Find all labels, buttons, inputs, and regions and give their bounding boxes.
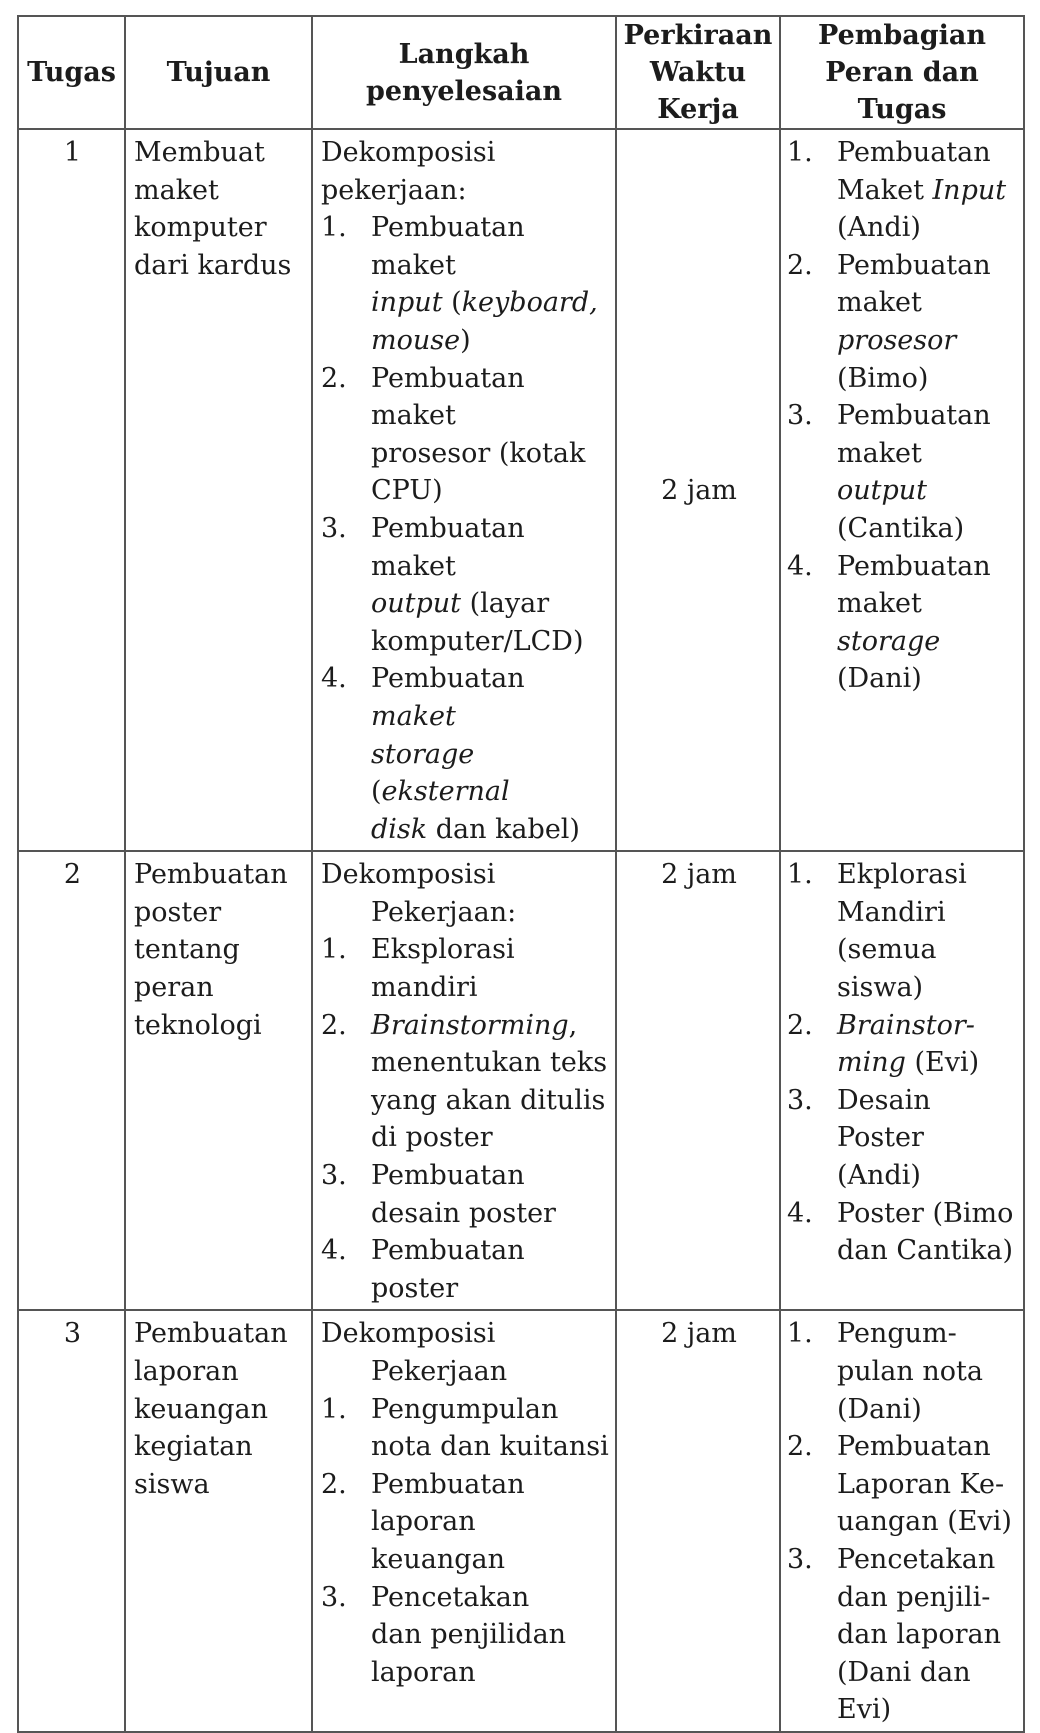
list-item-text: Pengum- [837, 1318, 957, 1350]
list-item-text: desain poster [371, 1197, 556, 1229]
header-tujuan [125, 16, 312, 129]
list-item [321, 1579, 609, 1692]
header-row [18, 16, 1024, 129]
list-number: 3. [321, 1581, 347, 1613]
list-number: 3. [787, 400, 813, 432]
list-item-text: (Dani) [837, 1393, 922, 1425]
list-item-text: Pembuatan [371, 1160, 525, 1192]
header-tugas [18, 16, 125, 129]
list-item [787, 1007, 1017, 1082]
task-steps [312, 851, 616, 1310]
list-item [787, 397, 1017, 547]
task-goal [125, 1310, 312, 1732]
list-number: 1. [787, 1318, 813, 1350]
list-item-text: mandiri [371, 972, 478, 1004]
header-line: Perkiraan [623, 20, 773, 51]
text-line: tentang [134, 934, 240, 966]
list-item-text: Laporan Ke- [837, 1468, 1005, 1500]
numbered-list [787, 1315, 1017, 1729]
numbered-list [321, 931, 609, 1307]
table-row [18, 129, 1024, 851]
list-item-text: Pembuatan [837, 550, 991, 582]
list-item-text: Maket Input [837, 174, 1007, 206]
list-item-text: Pembuatan [837, 1431, 991, 1463]
header-line: Peran dan [825, 57, 979, 88]
list-item [321, 931, 609, 1006]
steps-intro: Dekomposisi [321, 859, 496, 891]
list-number: 2. [787, 1009, 813, 1041]
list-number: 3. [321, 1160, 347, 1192]
list-number: 2. [321, 1009, 347, 1041]
text-line: Pembuatan [134, 859, 288, 891]
list-item [321, 510, 609, 660]
task-number: 2 [18, 851, 125, 1310]
list-item-text: prosesor (kotak [371, 437, 586, 469]
table-row [18, 1310, 1024, 1732]
list-number: 4. [787, 1197, 813, 1229]
list-item [787, 856, 1017, 1006]
task-steps [312, 129, 616, 851]
task-roles [780, 1310, 1024, 1732]
list-item-text: laporan [371, 1656, 476, 1688]
list-item-text: Pengumpulan [371, 1393, 559, 1425]
list-item-text: Eksplorasi [371, 934, 515, 966]
list-item-text: yang akan ditulis [371, 1084, 606, 1116]
list-item-text: Ekplorasi [837, 859, 967, 891]
list-item [321, 1232, 609, 1307]
list-item-text: (Dani dan [837, 1656, 971, 1688]
list-item-text: maket output [837, 437, 928, 507]
list-number: 2. [787, 249, 813, 281]
list-number: 4. [321, 663, 347, 695]
list-item [787, 548, 1017, 698]
list-item-text: input (keyboard, [371, 287, 598, 319]
list-item [787, 1195, 1017, 1270]
task-duration: 2 jam [616, 129, 780, 851]
list-number: 2. [321, 1468, 347, 1500]
list-item [321, 660, 609, 848]
list-item [787, 1315, 1017, 1428]
table-row [18, 851, 1024, 1310]
list-item-text: Brainstorming, [371, 1009, 578, 1041]
list-item [321, 1391, 609, 1466]
table-body [18, 129, 1024, 1732]
list-number: 3. [787, 1084, 813, 1116]
text-line: peran [134, 972, 214, 1004]
list-item-text: prosesor [837, 324, 957, 356]
list-item-text: laporan keuangan [371, 1506, 505, 1575]
list-item-text: maket storage [837, 588, 941, 657]
header-line: Tugas [27, 57, 116, 88]
task-roles [780, 129, 1024, 851]
steps-intro: Dekomposisi [321, 137, 496, 168]
list-number: 2. [321, 362, 347, 394]
list-item [787, 1082, 1017, 1195]
task-roles [780, 851, 1024, 1310]
text-line: teknologi [134, 1009, 262, 1041]
list-number: 1. [321, 212, 347, 244]
list-item-text: (Bimo) [837, 362, 929, 394]
list-number: 1. [321, 1393, 347, 1425]
list-number: 3. [787, 1543, 813, 1575]
text-line: maket [134, 174, 219, 206]
list-number: 2. [787, 1431, 813, 1463]
text-line: Membuat [134, 137, 265, 168]
list-item-text: Pembuatan [371, 1468, 525, 1500]
list-item-text: disk dan kabel) [371, 813, 580, 845]
numbered-list [321, 1391, 609, 1692]
steps-intro: Dekomposisi [321, 1318, 496, 1350]
list-item-text: Desain Poster [837, 1084, 931, 1154]
list-item [787, 134, 1017, 247]
header-line: Langkah [398, 38, 530, 70]
text-line: kegiatan [134, 1431, 253, 1463]
list-item-text: Brainstor- [837, 1009, 975, 1041]
list-item-text: output (layar [371, 588, 550, 620]
list-item-text: komputer/LCD) [371, 625, 584, 657]
list-item-text: dan laporan [837, 1619, 1002, 1651]
header-langkah [312, 16, 616, 129]
list-item-text: Pembuatan [837, 249, 991, 281]
text-line: laporan [134, 1356, 239, 1387]
text-line: keuangan [134, 1393, 268, 1425]
list-item-text: Mandiri [837, 896, 946, 928]
header-line: Tujuan [166, 57, 271, 88]
list-item-text: (Cantika) [837, 512, 965, 544]
task-number: 1 [18, 129, 125, 851]
list-item [321, 1466, 609, 1579]
list-number: 3. [321, 512, 347, 544]
list-item-text: (semua siswa) [837, 934, 937, 1004]
list-item-text: Pembuatan maket [371, 212, 525, 281]
list-item-text: dan penjili- [837, 1581, 991, 1613]
task-number: 3 [18, 1310, 125, 1732]
list-item-text: (Andi) [837, 1160, 921, 1192]
task-duration: 2 jam [616, 1310, 780, 1732]
list-item-text: mouse) [371, 324, 471, 356]
header-line: Kerja [657, 94, 739, 125]
list-item-text: Pembuatan poster [371, 1235, 525, 1304]
list-number: 4. [321, 1235, 347, 1267]
steps-intro: Pekerjaan: [371, 896, 517, 928]
list-item-text: di poster [371, 1122, 493, 1154]
list-item-text: menentukan teks [371, 1047, 608, 1079]
list-item-text: Pembuatan maket [371, 512, 525, 582]
text-line: siswa [134, 1468, 210, 1500]
text-line: komputer [134, 212, 267, 244]
numbered-list [787, 134, 1017, 698]
list-item-text: Poster (Bimo [837, 1197, 1014, 1229]
list-item-text: Pembuatan maket [371, 663, 525, 732]
steps-intro: Pekerjaan [371, 1356, 508, 1387]
list-item-text: uangan (Evi) [837, 1506, 1012, 1538]
list-number: 1. [787, 137, 813, 168]
list-item-text: pulan nota [837, 1356, 983, 1387]
list-item-text: (Dani) [837, 663, 922, 695]
list-item [787, 247, 1017, 397]
list-item-text: Evi) [837, 1694, 892, 1726]
header-waktu [616, 16, 780, 129]
list-item [321, 360, 609, 510]
steps-intro: pekerjaan: [321, 174, 467, 206]
header-peran [780, 16, 1024, 129]
list-item [321, 1157, 609, 1232]
numbered-list [321, 209, 609, 848]
task-duration: 2 jam [616, 851, 780, 1310]
list-item-text: Pencetakan [837, 1543, 996, 1575]
task-steps [312, 1310, 616, 1732]
list-item-text: ming (Evi) [837, 1047, 980, 1079]
table-header [18, 16, 1024, 129]
list-item-text: maket [837, 287, 922, 319]
list-item-text: nota dan kuitansi [371, 1431, 609, 1463]
list-item-text: Pembuatan maket [371, 362, 525, 432]
list-item [321, 1007, 609, 1157]
list-item [787, 1428, 1017, 1541]
list-number: 1. [787, 859, 813, 891]
header-line: penyelesaian [365, 75, 563, 107]
header-line: Tugas [857, 94, 947, 125]
list-item-text: Pembuatan [837, 137, 991, 168]
list-number: 4. [787, 550, 813, 582]
list-item-text: dan penjilidan [371, 1619, 567, 1651]
list-item [787, 1541, 1017, 1729]
numbered-list [787, 856, 1017, 1270]
task-table [17, 15, 1025, 1733]
text-line: poster [134, 896, 222, 928]
task-goal [125, 851, 312, 1310]
list-item [321, 209, 609, 359]
list-number: 1. [321, 934, 347, 966]
text-line: Pembuatan [134, 1318, 288, 1350]
list-item-text: (Andi) [837, 212, 921, 244]
list-item-text: Pencetakan [371, 1581, 530, 1613]
header-line: Pembagian [818, 20, 986, 51]
list-item-text: storage (eksternal [371, 738, 510, 808]
list-item-text: dan Cantika) [837, 1235, 1013, 1267]
task-goal [125, 129, 312, 851]
text-line: dari kardus [134, 249, 292, 281]
list-item-text: Pembuatan [837, 400, 991, 432]
list-item-text: CPU) [371, 475, 443, 507]
header-line: Waktu [649, 57, 747, 88]
